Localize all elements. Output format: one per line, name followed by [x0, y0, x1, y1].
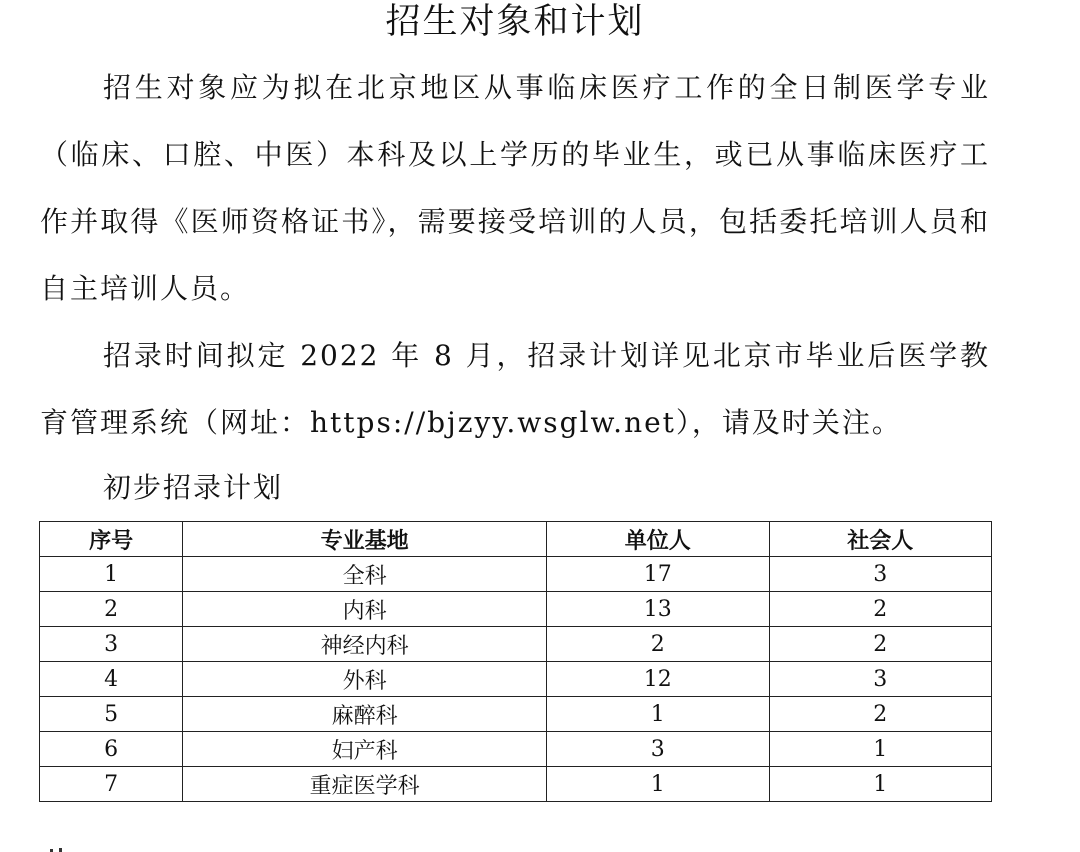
cell-specialty: 内科 — [183, 592, 547, 627]
cell-unit-staff: 2 — [547, 627, 769, 662]
header-specialty-base: 专业基地 — [183, 522, 547, 557]
cell-index: 6 — [40, 732, 183, 767]
table-row — [40, 767, 992, 802]
cell-specialty: 全科 — [183, 557, 547, 592]
cell-unit-staff: 17 — [547, 557, 769, 592]
page-title: 招生对象和计划 — [385, 2, 645, 42]
cell-social-staff: 3 — [769, 557, 992, 592]
cell-index: 4 — [40, 662, 183, 697]
cell-specialty: 神经内科 — [183, 627, 547, 662]
table-row — [40, 662, 992, 697]
table-row — [40, 557, 992, 592]
cutoff-text-fragment — [40, 844, 70, 852]
cell-specialty: 外科 — [183, 662, 547, 697]
cell-social-staff: 2 — [769, 697, 992, 732]
cell-index: 1 — [40, 557, 183, 592]
header-unit-staff: 单位人 — [547, 522, 769, 557]
cell-specialty: 重症医学科 — [183, 767, 547, 802]
cell-specialty: 麻醉科 — [183, 697, 547, 732]
cell-social-staff: 2 — [769, 592, 992, 627]
cell-index: 3 — [40, 627, 183, 662]
recruitment-plan-table — [39, 521, 992, 802]
table-row — [40, 697, 992, 732]
cell-social-staff: 2 — [769, 627, 992, 662]
header-index: 序号 — [40, 522, 183, 557]
cell-specialty: 妇产科 — [183, 732, 547, 767]
table-header-row — [40, 522, 992, 557]
header-social-staff: 社会人 — [769, 522, 992, 557]
cell-index: 2 — [40, 592, 183, 627]
table-row — [40, 627, 992, 662]
table-row — [40, 732, 992, 767]
cell-index: 7 — [40, 767, 183, 802]
cell-unit-staff: 3 — [547, 732, 769, 767]
table-row — [40, 592, 992, 627]
cell-social-staff: 1 — [769, 732, 992, 767]
cell-unit-staff: 1 — [547, 767, 769, 802]
cell-social-staff: 3 — [769, 662, 992, 697]
paragraph-recruitment-targets: 招生对象应为拟在北京地区从事临床医疗工作的全日制医学专业（临床、口腔、中医）本科及以上学历的毕业生，或已从事临床医疗工作并取得《医师资格证书》，需要接受培训的人员，包括委托培训人员和自主培训人员。 — [40, 71, 990, 305]
cell-unit-staff: 13 — [547, 592, 769, 627]
cell-unit-staff: 1 — [547, 697, 769, 732]
cell-index: 5 — [40, 697, 183, 732]
table-title: 初步招录计划 — [103, 471, 284, 504]
paragraph-recruitment-schedule: 招录时间拟定 2022 年 8 月，招录计划详见北京市毕业后医学教育管理系统（网址：https://bjzyy.wsglw.net），请及时关注。 — [40, 339, 990, 439]
cell-unit-staff: 12 — [547, 662, 769, 697]
cell-social-staff: 1 — [769, 767, 992, 802]
